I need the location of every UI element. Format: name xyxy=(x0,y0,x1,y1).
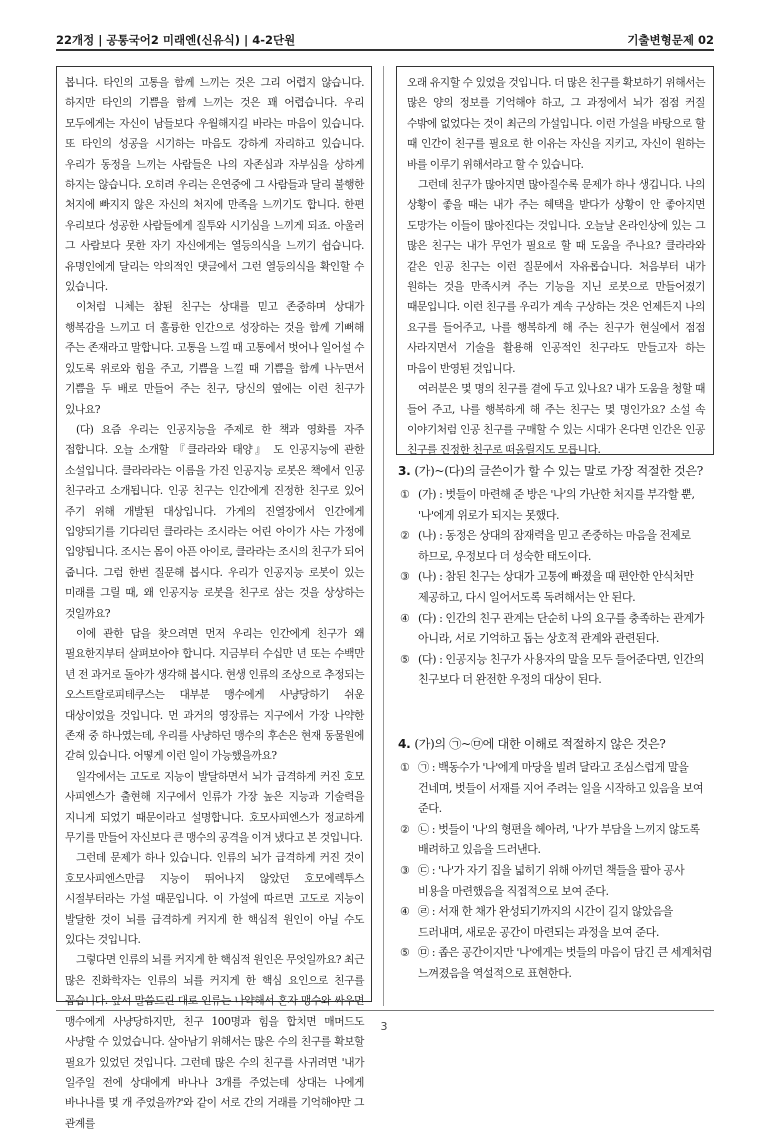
question-stem xyxy=(398,734,716,754)
passage-paragraph: 이처럼 니체는 참된 친구는 상대를 믿고 존중하며 상대가 행복감을 느끼고 더 훌륭한 인간으로 성장하는 것을 함께 기뻐해 주는 존재라고 말합니다. 고통을 느낄 때 고통에서 벗어나 일어설 수 있도록 위로와 힘을 주고, 기쁨을 느낄 때 기쁨을 함께 나누면서 기쁨을 두 배로 만들어 주는 친구, 당신의 옆에는 이런 친구가 있나요? xyxy=(65,300,364,416)
choice-marker: ⑤ xyxy=(400,652,410,666)
question-4 xyxy=(398,734,716,985)
passage-paragraph: (다) 요즘 우리는 인공지능을 주제로 한 책과 영화를 자주 접합니다. 오늘 소개할 『클라라와 태양』 도 인공지능에 관한 소설입니다. 클라라라는 이름을 가진 인공지능 로봇은 책에서 인공 친구라고 소개됩니다. 인공 친구는 인간에게 진정한 친구로 있어 주기 위해 개발된 대상입니다. 가게의 진열장에서 인간에게 입양되기를 기다리던 클라라는 조시라는 어린 아이가 사는 가정에 입양됩니다. 조시는 몸이 아픈 아이로, 클라라는 조시의 친구가 되어 줍니다. 그럼 한번 질문해 봅시다. 우리가 인공지능 로봇이 있는 미래를 그릴 때, 왜 인공지능 로봇을 친구로 삼는 것을 상상하는 것일까요? xyxy=(65,422,364,620)
question-number: 4. xyxy=(398,737,411,751)
passage-paragraph: 봅니다. 타인의 고통을 함께 느끼는 것은 그리 어렵지 않습니다. 하지만 타인의 기쁨을 함께 느끼는 것은 꽤 어렵습니다. 우리 모두에게는 자신이 남들보다 우월해지길 바라는 마음이 있습니다. 또 타인의 성공을 시기하는 마음도 강하게 자리하고 있습니다. 우리가 동정을 느끼는 사람들은 나의 자존심과 자부심을 상하게 하지는 않습니다. 오히려 우리는 은연중에 그 사람들과 달리 불행한 처지에 빠지지 않은 자신의 처지에 만족을 느끼기도 합니다. 한편 우리보다 성공한 사람들에게 질투와 시기심을 느끼게 되죠. 아울러 그 사람보다 못한 자기 자신에게는 열등의식을 느끼기 쉽습니다. 유명인에게 달리는 악의적인 댓글에서 그런 열등의식을 확인할 수 있습니다. xyxy=(65,76,364,294)
choice-marker: ② xyxy=(400,529,410,543)
choice-marker: ④ xyxy=(400,905,410,919)
page-number: 3 xyxy=(380,1020,388,1033)
choice-text: (다) : 인간의 친구 관계는 단순히 나의 요구를 충족하는 관계가 아니라, 서로 기억하고 돕는 상호적 관계와 관련된다. xyxy=(418,611,704,646)
question-number: 3. xyxy=(398,464,411,478)
answer-choice-2[interactable] xyxy=(398,526,716,567)
choice-text: (나) : 동정은 상대의 잠재력을 믿고 존중하는 마음을 전제로 하므로, 우정보다 더 성숙한 태도이다. xyxy=(418,529,691,563)
passage-paragraph: 일각에서는 고도로 지능이 발달하면서 뇌가 급격하게 커진 호모 사피엔스가 출현해 지구에서 인류가 가장 높은 지능과 기술력을 지니게 되었기 때문이라고 설명합니다. 호모사피엔스가 정교하게 무기를 만들어 자신보다 큰 맹수의 공격을 이겨 냈다고 본 것입니다. xyxy=(65,769,364,845)
footer-rule xyxy=(56,1010,714,1011)
choice-marker: ④ xyxy=(400,611,410,625)
passage-box-right xyxy=(396,66,714,455)
header-exam-title: 기출변형문제 02 xyxy=(627,33,714,47)
passage-paragraph: 이에 관한 답을 찾으려면 먼저 우리는 인간에게 친구가 왜 필요한지부터 살펴보아야 합니다. 지금부터 수십만 년 또는 수백만 년 전 과거로 돌아가 생각해 봅시다. 현생 인류의 조상으로 추정되는 오스트랄로피테쿠스는 대부분 맹수에게 사냥당하기 쉬운 대상이었을 것입니다. 먼 과거의 영장류는 지구에서 가장 나약한 존재 중 하나였는데, 우리를 사냥하던 맹수의 후손은 현재 동물원에 갇혀 있습니다. 어떻게 이런 일이 가능했을까요? xyxy=(65,626,364,763)
choice-marker: ③ xyxy=(400,863,410,877)
column-divider xyxy=(383,66,384,1006)
choice-marker: ① xyxy=(400,761,410,774)
choice-marker: ① xyxy=(400,488,410,501)
question-3 xyxy=(398,461,716,691)
choice-text: (가) : 벗들이 마련해 준 방은 '나'의 가난한 처지를 부각할 뿐, '나'에게 위로가 되지는 못했다. xyxy=(418,488,695,522)
answer-choice-1[interactable] xyxy=(398,485,716,526)
answer-choice-5[interactable] xyxy=(398,943,716,984)
passage-paragraph: 여러분은 몇 명의 친구를 곁에 두고 있나요? 내가 도움을 청할 때 들어 주고, 나를 행복하게 해 주는 친구는 몇 명인가요? 소설 속 이야기처럼 인공 친구를 구매할 수 있는 시대가 온다면 인간은 인공 친구를 진정한 친구로 떠올릴지도 모릅니다. xyxy=(407,382,705,457)
question-text: (가)~(다)의 글쓴이가 할 수 있는 말로 가장 적절한 것은? xyxy=(414,464,703,478)
choice-text: ㉤ : 좁은 공간이지만 '나'에게는 벗들의 마음이 담긴 큰 세계처럼 느껴졌음을 역설적으로 표현한다. xyxy=(418,946,712,980)
answer-choice-5[interactable] xyxy=(398,650,716,691)
passage-paragraph: 그렇다면 인류의 뇌를 커지게 한 핵심적 원인은 무엇일까요? 최근 많은 진화학자는 인류의 뇌를 커지게 한 핵심 요인으로 친구를 꼽습니다. 앞서 말씀드린 대로 인류는 나약해서 혼자 맹수와 싸우면 맹수에게 사냥당하지만, 친구 100명과 힘을 합치면 매머드도 사냥할 수 있었습니다. 살아남기 위해서는 많은 수의 친구를 확보할 필요가 있었던 것입니다. 그런데 많은 수의 친구를 사귀려면 '내가 일주일 전에 상대에게 바나나 3개를 주었는데 상대는 나에게 바나나를 몇 개 주었을까?'와 같이 서로 간의 거래를 기억해야만 그 관계를 xyxy=(65,953,364,1130)
answer-choice-4[interactable] xyxy=(398,609,716,650)
passage-paragraph: 그런데 문제가 하나 있습니다. 인류의 뇌가 급격하게 커진 것이 호모사피엔스만큼 지능이 뛰어나지 않았던 호모에렉투스 시절부터라는 가설 때문입니다. 이 가설에 따르면 고도로 지능이 발달한 것이 뇌를 급격하게 커지게 한 핵심적 원인이 아닐 수도 있다는 것입니다. xyxy=(65,851,364,947)
question-text: (가)의 ㉠~㉤에 대한 이해로 적절하지 않은 것은? xyxy=(414,737,666,751)
choice-text: ㉣ : 서재 한 채가 완성되기까지의 시간이 길지 않았음을 드러내며, 새로운 공간이 마련되는 과정을 보여 준다. xyxy=(418,905,673,939)
choice-text: ㉠ : 백동수가 '나'에게 마당을 빌려 달라고 조심스럽게 말을 건네며, 벗들이 서재를 지어 주려는 일을 시작하고 있음을 보여 준다. xyxy=(418,761,704,816)
passage-box-left xyxy=(56,66,372,1130)
answer-choice-2[interactable] xyxy=(398,820,716,861)
passage-paragraph: 그런데 친구가 많아지면 많아질수록 문제가 하나 생깁니다. 나의 상황이 좋을 때는 내가 주는 혜택을 받다가 상황이 안 좋아지면 도망가는 이들이 많아진다는 것입니다. 오늘날 온라인상에 있는 그 많은 친구는 내가 무언가 필요로 할 때 도움을 주나요? 클라라와 같은 인공 친구는 이런 질문에서 자유롭습니다. 처음부터 내가 원하는 것을 만족시켜 주는 기능을 지닌 로봇으로 만들어졌기 때문입니다. 이런 친구를 우리가 계속 구상하는 것은 언제든지 나의 요구를 들어주고, 나를 행복하게 해 주는 친구가 현실에서 점점 사라지면서 기술을 활용해 인공적인 친구라도 만들고자 하는 마음이 반영된 것입니다. xyxy=(407,178,705,375)
header-course-info: 22개정 | 공통국어2 미래엔(신유식) | 4-2단원 xyxy=(56,33,296,47)
choice-text: (다) : 인공지능 친구가 사용자의 말을 모두 들어준다면, 인간의 친구보다 더 완전한 우정의 대상이 된다. xyxy=(418,652,704,687)
answer-choice-3[interactable] xyxy=(398,861,716,902)
choice-text: (나) : 참된 친구는 상대가 고통에 빠졌을 때 편안한 안식처만 제공하고, 다시 일어서도록 독려해서는 안 된다. xyxy=(418,570,694,604)
question-stem xyxy=(398,461,716,481)
choice-text: ㉢ : '나'가 자기 집을 넓히기 위해 아끼던 책들을 팔아 공사 비용을 마련했음을 직접적으로 보여 준다. xyxy=(418,863,685,898)
choice-marker: ⑤ xyxy=(400,946,410,960)
choice-text: ㉡ : 벗들이 '나'의 형편을 헤아려, '나'가 부담을 느끼지 않도록 배려하고 있음을 드러낸다. xyxy=(418,822,700,857)
choice-marker: ③ xyxy=(400,570,410,584)
header-rule xyxy=(56,49,714,51)
passage-paragraph: 오래 유지할 수 있었을 것입니다. 더 많은 친구를 확보하기 위해서는 많은 양의 정보를 기억해야 하고, 그 과정에서 뇌가 점점 커질 수밖에 없었다는 것이 최근의 가설입니다. 이런 가설을 바탕으로 할 때 인간이 친구를 필요로 한 이유는 자신을 지키고, 자신이 원하는 바를 이루기 위해서라고 할 수 있습니다. xyxy=(407,76,705,171)
answer-choice-1[interactable] xyxy=(398,758,716,820)
answer-choice-3[interactable] xyxy=(398,567,716,608)
choice-marker: ② xyxy=(400,822,410,836)
answer-choice-4[interactable] xyxy=(398,902,716,943)
